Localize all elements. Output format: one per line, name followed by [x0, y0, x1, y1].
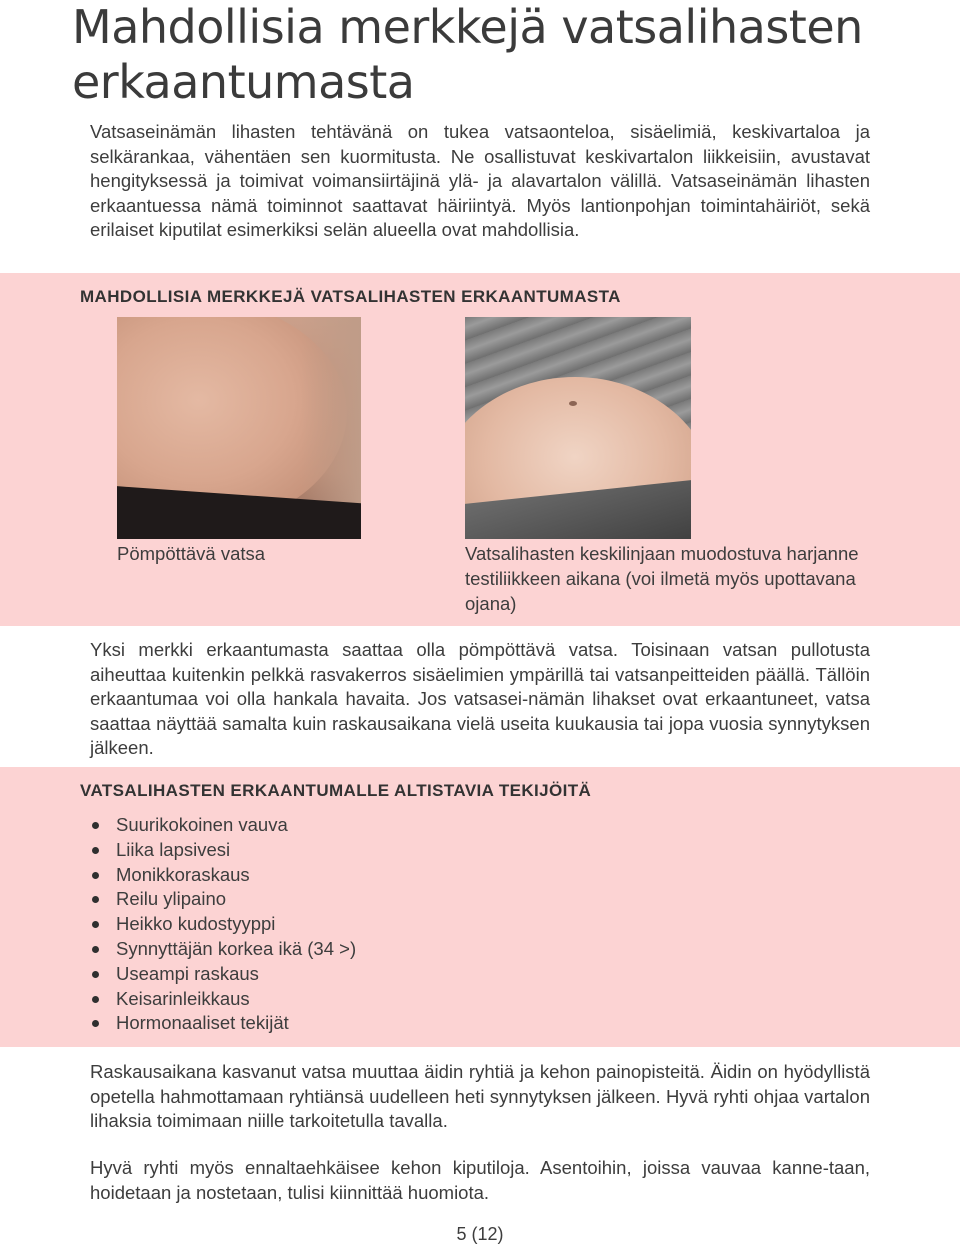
body-paragraph-3: Hyvä ryhti myös ennaltaehkäisee kehon kiputiloja. Asentoihin, joissa vauvaa kanne-taan, hoidetaan ja nostetaan, tulisi kiinnittää huomiota.	[90, 1157, 870, 1203]
midline-ridge-photo	[465, 317, 691, 539]
list-item-label: Synnyttäjän korkea ikä (34 >)	[116, 937, 357, 959]
photo-caption-2: Vatsalihasten keskilinjaan muodostuva harjanne testiliikkeen aikana (voi ilmetä myös upottavana ojana)	[465, 543, 859, 614]
list-item	[90, 838, 356, 863]
list-item	[90, 987, 356, 1012]
page-number: 5 (12)	[456, 1224, 504, 1244]
list-item	[90, 813, 356, 838]
list-item	[90, 1011, 356, 1036]
intro-paragraph: Vatsaseinämän lihasten tehtävänä on tukea vatsaonteloa, sisäelimiä, keskivartaloa ja selkärankaa, vähentäen sen kuormitusta. Ne osallistuvat keskivartalon liikkeisiin, avustavat hengityksessä ja toimivat voimansiirtäjinä ylä- ja alavartalon välillä. Vatsaseinämän lihasten erkaantuessa nämä toiminnot saattavat häiriintyä. Myös lantionpohjan toimintahäiriöt, sekä erilaiset kiputilat esimerkiksi selän alueella ovat mahdollisia.	[90, 121, 870, 240]
bullet-icon	[92, 847, 99, 854]
bullet-icon	[92, 822, 99, 829]
protruding-belly-photo	[117, 317, 361, 539]
risk-section-heading: VATSALIHASTEN ERKAANTUMALLE ALTISTAVIA TEKIJÖITÄ	[80, 781, 592, 800]
page-title: Mahdollisia merkkejä vatsalihasten erkaantumasta	[72, 0, 863, 109]
bullet-icon	[92, 872, 99, 879]
list-item-label: Keisarinleikkaus	[116, 987, 250, 1009]
risk-factor-list	[90, 813, 356, 1036]
list-item	[90, 887, 356, 912]
list-item-label: Liika lapsivesi	[116, 838, 231, 860]
photo-caption-1: Pömpöttävä vatsa	[117, 543, 266, 564]
list-item	[90, 912, 356, 937]
list-item-label: Reilu ylipaino	[116, 888, 227, 910]
list-item-label: Heikko kudostyyppi	[116, 913, 276, 935]
bullet-icon	[92, 971, 99, 978]
list-item-label: Monikkoraskaus	[116, 863, 250, 885]
bullet-icon	[92, 1020, 99, 1027]
signs-section-heading: MAHDOLLISIA MERKKEJÄ VATSALIHASTEN ERKAANTUMASTA	[80, 287, 621, 306]
body-paragraph-2: Raskausaikana kasvanut vatsa muuttaa äidin ryhtiä ja kehon painopisteitä. Äidin on hyödyllistä opetella hahmottamaan ryhtiänsä uudelleen heti synnytyksen jälkeen. Hyvä ryhti ohjaa vartalon lihaksia toimimaan niille tarkoitetulla tavalla.	[90, 1061, 870, 1131]
bullet-icon	[92, 896, 99, 903]
body-paragraph-1: Yksi merkki erkaantumasta saattaa olla pömpöttävä vatsa. Toisinaan vatsan pullotusta aiheuttaa kuitenkin pelkkä rasvakerros sisäelimien ympärillä tai vatsanpeitteiden päällä. Tällöin erkaantumaa voi olla hankala havaita. Jos vatsasei-nämän lihakset ovat erkaantuneet, vatsa saattaa näyttää samalta kuin raskausaikana vielä useita kuukausia tai jopa vuosia synnytyksen jälkeen.	[90, 639, 870, 758]
bullet-icon	[92, 946, 99, 953]
list-item	[90, 937, 356, 962]
list-item-label: Suurikokoinen vauva	[116, 814, 288, 835]
bullet-icon	[92, 996, 99, 1003]
list-item	[90, 962, 356, 987]
list-item-label: Useampi raskaus	[116, 962, 259, 984]
list-item	[90, 863, 356, 888]
list-item-label: Hormonaaliset tekijät	[116, 1012, 289, 1034]
navel-shape	[569, 401, 577, 406]
bullet-icon	[92, 921, 99, 928]
